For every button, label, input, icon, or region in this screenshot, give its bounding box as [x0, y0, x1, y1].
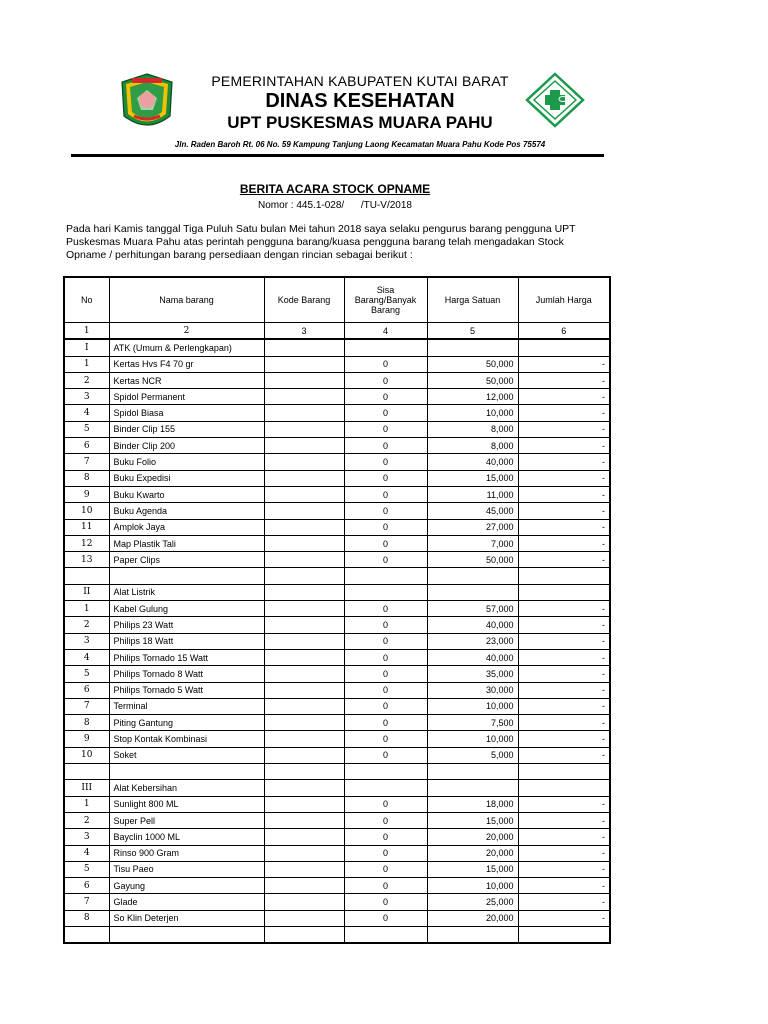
- unit-price: 12,000: [427, 389, 518, 405]
- item-name: Sunlight 800 ML: [109, 796, 264, 812]
- item-quantity: 0: [344, 454, 427, 470]
- row-number: II: [64, 584, 109, 600]
- puskesmas-header: UPT PUSKESMAS MUARA PAHU: [227, 113, 493, 132]
- table-row: [64, 682, 610, 698]
- table-row: [64, 829, 610, 845]
- table-row: [64, 486, 610, 502]
- row-number: 9: [64, 731, 109, 747]
- total-price: -: [518, 617, 610, 633]
- header-item-code: Kode Barang: [264, 277, 344, 323]
- item-quantity: [344, 926, 427, 943]
- row-number: 1: [64, 601, 109, 617]
- item-code: [264, 633, 344, 649]
- item-name: Buku Expedisi: [109, 470, 264, 486]
- item-code: [264, 552, 344, 568]
- document-number: Nomor : 445.1-028/ /TU-V/2018: [258, 200, 412, 211]
- header-total-price: Jumlah Harga: [518, 277, 610, 323]
- row-number: 12: [64, 535, 109, 551]
- table-row: [64, 894, 610, 910]
- row-number: [64, 568, 109, 584]
- row-number: 1: [64, 356, 109, 372]
- total-price: [518, 764, 610, 780]
- item-code: [264, 926, 344, 943]
- item-quantity: 0: [344, 861, 427, 877]
- item-name: Kertas Hvs F4 70 gr: [109, 356, 264, 372]
- item-code: [264, 682, 344, 698]
- item-name: [109, 568, 264, 584]
- row-number: III: [64, 780, 109, 796]
- row-number: I: [64, 339, 109, 356]
- header-unit-price: Harga Satuan: [427, 277, 518, 323]
- item-name: Philips Tornado 15 Watt: [109, 649, 264, 665]
- item-quantity: [344, 780, 427, 796]
- table-row: [64, 405, 610, 421]
- item-name: Soket: [109, 747, 264, 763]
- unit-price: 30,000: [427, 682, 518, 698]
- item-code: [264, 568, 344, 584]
- item-code: [264, 405, 344, 421]
- item-code: [264, 584, 344, 600]
- row-number: 7: [64, 894, 109, 910]
- item-name: [109, 764, 264, 780]
- item-name: Tisu Paeo: [109, 861, 264, 877]
- item-name: Amplok Jaya: [109, 519, 264, 535]
- row-number: 10: [64, 503, 109, 519]
- unit-price: 15,000: [427, 861, 518, 877]
- document-title: BERITA ACARA STOCK OPNAME: [239, 182, 431, 196]
- unit-price: 15,000: [427, 812, 518, 828]
- item-quantity: 0: [344, 438, 427, 454]
- row-number: 7: [64, 454, 109, 470]
- unit-price: 11,000: [427, 486, 518, 502]
- total-price: -: [518, 910, 610, 926]
- item-code: [264, 421, 344, 437]
- item-code: [264, 519, 344, 535]
- item-code: [264, 503, 344, 519]
- item-quantity: 0: [344, 470, 427, 486]
- item-quantity: 0: [344, 796, 427, 812]
- item-name: Buku Kwarto: [109, 486, 264, 502]
- total-price: -: [518, 698, 610, 714]
- row-number: 3: [64, 633, 109, 649]
- total-price: -: [518, 503, 610, 519]
- item-name: Paper Clips: [109, 552, 264, 568]
- table-row: [64, 372, 610, 388]
- table-row: [64, 715, 610, 731]
- unit-price: 5,000: [427, 747, 518, 763]
- item-code: [264, 845, 344, 861]
- row-number: 8: [64, 910, 109, 926]
- table-row: [64, 438, 610, 454]
- row-number: 10: [64, 747, 109, 763]
- item-code: [264, 878, 344, 894]
- row-number: [64, 764, 109, 780]
- unit-price: [427, 584, 518, 600]
- table-row: [64, 503, 610, 519]
- item-name: So Klin Deterjen: [109, 910, 264, 926]
- table-row: [64, 633, 610, 649]
- item-code: [264, 535, 344, 551]
- row-number: 5: [64, 861, 109, 877]
- table-row: [64, 731, 610, 747]
- item-quantity: 0: [344, 552, 427, 568]
- total-price: -: [518, 894, 610, 910]
- item-name: Binder Clip 200: [109, 438, 264, 454]
- total-price: -: [518, 356, 610, 372]
- total-price: -: [518, 438, 610, 454]
- row-number: 3: [64, 829, 109, 845]
- item-quantity: 0: [344, 812, 427, 828]
- item-quantity: 0: [344, 666, 427, 682]
- unit-price: 15,000: [427, 470, 518, 486]
- item-code: [264, 764, 344, 780]
- table-row: [64, 878, 610, 894]
- row-number: 3: [64, 389, 109, 405]
- total-price: -: [518, 486, 610, 502]
- total-price: -: [518, 861, 610, 877]
- table-row: [64, 356, 610, 372]
- item-code: [264, 731, 344, 747]
- unit-price: 40,000: [427, 617, 518, 633]
- row-number: 4: [64, 845, 109, 861]
- table-row: [64, 796, 610, 812]
- item-quantity: 0: [344, 633, 427, 649]
- item-quantity: 0: [344, 503, 427, 519]
- unit-price: 23,000: [427, 633, 518, 649]
- item-quantity: [344, 339, 427, 356]
- unit-price: 50,000: [427, 356, 518, 372]
- unit-price: 27,000: [427, 519, 518, 535]
- row-number: 8: [64, 715, 109, 731]
- item-name: Piting Gantung: [109, 715, 264, 731]
- table-header-row: [64, 277, 610, 323]
- unit-price: [427, 764, 518, 780]
- table-row: [64, 389, 610, 405]
- column-number: 3: [264, 323, 344, 340]
- item-code: [264, 454, 344, 470]
- row-number: 5: [64, 666, 109, 682]
- item-quantity: 0: [344, 389, 427, 405]
- total-price: [518, 339, 610, 356]
- item-code: [264, 339, 344, 356]
- column-number: 1: [64, 323, 109, 340]
- unit-price: 7,500: [427, 715, 518, 731]
- total-price: -: [518, 552, 610, 568]
- total-price: -: [518, 633, 610, 649]
- unit-price: 20,000: [427, 910, 518, 926]
- row-number: 5: [64, 421, 109, 437]
- total-price: [518, 584, 610, 600]
- total-price: -: [518, 812, 610, 828]
- total-price: [518, 780, 610, 796]
- table-row: [64, 910, 610, 926]
- total-price: -: [518, 519, 610, 535]
- item-name: Glade: [109, 894, 264, 910]
- item-quantity: 0: [344, 421, 427, 437]
- item-code: [264, 438, 344, 454]
- header-divider: [71, 154, 604, 157]
- item-name: Super Pell: [109, 812, 264, 828]
- item-code: [264, 910, 344, 926]
- unit-price: 10,000: [427, 878, 518, 894]
- item-quantity: 0: [344, 698, 427, 714]
- item-name: Terminal: [109, 698, 264, 714]
- row-number: 2: [64, 372, 109, 388]
- row-number: 7: [64, 698, 109, 714]
- row-number: 6: [64, 878, 109, 894]
- total-price: -: [518, 878, 610, 894]
- unit-price: [427, 780, 518, 796]
- item-quantity: 0: [344, 845, 427, 861]
- table-row: [64, 535, 610, 551]
- item-name: Philips Tornado 8 Watt: [109, 666, 264, 682]
- total-price: -: [518, 666, 610, 682]
- item-quantity: 0: [344, 747, 427, 763]
- item-code: [264, 747, 344, 763]
- unit-price: 50,000: [427, 372, 518, 388]
- row-number: 9: [64, 486, 109, 502]
- total-price: -: [518, 470, 610, 486]
- item-code: [264, 356, 344, 372]
- item-name: Binder Clip 155: [109, 421, 264, 437]
- unit-price: 10,000: [427, 698, 518, 714]
- unit-price: 40,000: [427, 649, 518, 665]
- header-remaining-qty: Sisa Barang/Banyak Barang: [344, 277, 427, 323]
- item-name: Map Plastik Tali: [109, 535, 264, 551]
- item-code: [264, 796, 344, 812]
- item-name: Kertas NCR: [109, 372, 264, 388]
- table-row: [64, 649, 610, 665]
- item-code: [264, 861, 344, 877]
- column-number: 6: [518, 323, 610, 340]
- total-price: -: [518, 454, 610, 470]
- table-row: [64, 861, 610, 877]
- item-quantity: 0: [344, 715, 427, 731]
- total-price: -: [518, 682, 610, 698]
- unit-price: 35,000: [427, 666, 518, 682]
- item-name: Buku Folio: [109, 454, 264, 470]
- unit-price: [427, 568, 518, 584]
- table-row: [64, 926, 610, 943]
- unit-price: [427, 926, 518, 943]
- row-number: 4: [64, 649, 109, 665]
- item-quantity: [344, 584, 427, 600]
- column-number: 2: [109, 323, 264, 340]
- column-number-row: [64, 323, 610, 340]
- item-code: [264, 829, 344, 845]
- unit-price: 8,000: [427, 438, 518, 454]
- item-code: [264, 812, 344, 828]
- item-quantity: 0: [344, 910, 427, 926]
- table-row: [64, 454, 610, 470]
- table-row: [64, 666, 610, 682]
- column-number: 5: [427, 323, 518, 340]
- item-name: Stop Kontak Kombinasi: [109, 731, 264, 747]
- address-line: Jln. Raden Baroh Rt. 06 No. 59 Kampung Tanjung Laong Kecamatan Muara Pahu Kode Pos 75574: [174, 140, 546, 149]
- unit-price: [427, 339, 518, 356]
- table-row: [64, 764, 610, 780]
- stock-opname-table: [63, 276, 611, 944]
- unit-price: 25,000: [427, 894, 518, 910]
- unit-price: 10,000: [427, 405, 518, 421]
- row-number: 11: [64, 519, 109, 535]
- total-price: -: [518, 747, 610, 763]
- item-quantity: 0: [344, 682, 427, 698]
- table-row: [64, 780, 610, 796]
- table-row: [64, 845, 610, 861]
- table-row: [64, 552, 610, 568]
- item-code: [264, 698, 344, 714]
- total-price: [518, 568, 610, 584]
- row-number: [64, 926, 109, 943]
- total-price: -: [518, 829, 610, 845]
- item-quantity: 0: [344, 829, 427, 845]
- total-price: [518, 926, 610, 943]
- table-row: [64, 519, 610, 535]
- total-price: -: [518, 731, 610, 747]
- item-name: Buku Agenda: [109, 503, 264, 519]
- item-name: Spidol Permanent: [109, 389, 264, 405]
- item-code: [264, 372, 344, 388]
- item-code: [264, 780, 344, 796]
- total-price: -: [518, 389, 610, 405]
- total-price: -: [518, 535, 610, 551]
- unit-price: 18,000: [427, 796, 518, 812]
- column-number: 4: [344, 323, 427, 340]
- table-row: [64, 747, 610, 763]
- unit-price: 45,000: [427, 503, 518, 519]
- item-quantity: 0: [344, 535, 427, 551]
- intro-paragraph: Pada hari Kamis tanggal Tiga Puluh Satu bulan Mei tahun 2018 saya selaku pengurus barang pengguna UPT Puskesmas Muara Pahu atas perintah pengguna barang/kuasa pengguna barang telah mengadakan Stock Opname / perhitungan barang persediaan dengan rincian sebagai berikut :: [66, 223, 576, 261]
- item-quantity: 0: [344, 601, 427, 617]
- table-row: [64, 698, 610, 714]
- row-number: 2: [64, 617, 109, 633]
- item-code: [264, 470, 344, 486]
- item-name: Alat Listrik: [109, 584, 264, 600]
- department-header: DINAS KESEHATAN: [265, 90, 455, 112]
- row-number: 4: [64, 405, 109, 421]
- item-name: Philips 18 Watt: [109, 633, 264, 649]
- row-number: 1: [64, 796, 109, 812]
- header-item-name: Nama barang: [109, 277, 264, 323]
- item-code: [264, 649, 344, 665]
- table-row: [64, 421, 610, 437]
- total-price: -: [518, 372, 610, 388]
- unit-price: 10,000: [427, 731, 518, 747]
- table-row: [64, 601, 610, 617]
- total-price: -: [518, 715, 610, 731]
- unit-price: 50,000: [427, 552, 518, 568]
- item-name: Kabel Gulung: [109, 601, 264, 617]
- item-quantity: 0: [344, 894, 427, 910]
- item-quantity: 0: [344, 617, 427, 633]
- table-row: [64, 568, 610, 584]
- row-number: 6: [64, 682, 109, 698]
- total-price: -: [518, 796, 610, 812]
- total-price: -: [518, 845, 610, 861]
- total-price: -: [518, 649, 610, 665]
- item-quantity: 0: [344, 405, 427, 421]
- item-name: ATK (Umum & Perlengkapan): [109, 339, 264, 356]
- unit-price: 40,000: [427, 454, 518, 470]
- item-quantity: [344, 764, 427, 780]
- unit-price: 8,000: [427, 421, 518, 437]
- unit-price: 20,000: [427, 845, 518, 861]
- item-quantity: 0: [344, 356, 427, 372]
- table-row: [64, 617, 610, 633]
- item-code: [264, 486, 344, 502]
- government-header: PEMERINTAHAN KABUPATEN KUTAI BARAT: [211, 73, 509, 89]
- item-code: [264, 715, 344, 731]
- item-name: Alat Kebersihan: [109, 780, 264, 796]
- item-code: [264, 617, 344, 633]
- item-name: Bayclin 1000 ML: [109, 829, 264, 845]
- item-quantity: [344, 568, 427, 584]
- item-quantity: 0: [344, 649, 427, 665]
- item-name: Rinso 900 Gram: [109, 845, 264, 861]
- row-number: 6: [64, 438, 109, 454]
- table-row: [64, 584, 610, 600]
- item-code: [264, 666, 344, 682]
- item-quantity: 0: [344, 878, 427, 894]
- item-code: [264, 601, 344, 617]
- table-row: [64, 812, 610, 828]
- row-number: 8: [64, 470, 109, 486]
- table-row: [64, 470, 610, 486]
- item-name: Gayung: [109, 878, 264, 894]
- total-price: -: [518, 601, 610, 617]
- row-number: 13: [64, 552, 109, 568]
- item-name: Spidol Biasa: [109, 405, 264, 421]
- item-name: [109, 926, 264, 943]
- item-code: [264, 389, 344, 405]
- item-name: Philips Tornado 5 Watt: [109, 682, 264, 698]
- item-quantity: 0: [344, 519, 427, 535]
- unit-price: 57,000: [427, 601, 518, 617]
- header-no: No: [64, 277, 109, 323]
- item-code: [264, 894, 344, 910]
- unit-price: 7,000: [427, 535, 518, 551]
- item-quantity: 0: [344, 372, 427, 388]
- item-name: Philips 23 Watt: [109, 617, 264, 633]
- item-quantity: 0: [344, 486, 427, 502]
- total-price: -: [518, 421, 610, 437]
- unit-price: 20,000: [427, 829, 518, 845]
- total-price: -: [518, 405, 610, 421]
- table-row: [64, 339, 610, 356]
- row-number: 2: [64, 812, 109, 828]
- item-quantity: 0: [344, 731, 427, 747]
